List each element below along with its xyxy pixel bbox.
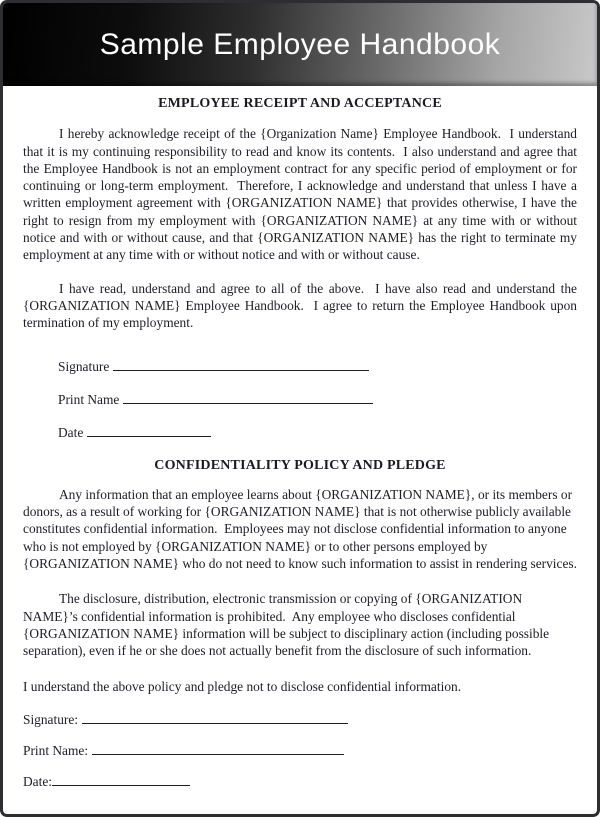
- print-name-label: Print Name:: [23, 742, 89, 758]
- document-title: Sample Employee Handbook: [99, 27, 501, 61]
- date-label: Date: [58, 424, 84, 440]
- print-name-line: [123, 391, 373, 404]
- receipt-paragraph-2: I have read, understand and agree to all of the above. I have also read and understand the {ORGANIZATION NAME} Employee Handbook. I agree to return the Employee Handbook upon termination of my employment.: [23, 280, 581, 331]
- signature-row: [58, 358, 577, 376]
- print-name-line: [92, 742, 344, 755]
- signature-line: [82, 711, 348, 724]
- section-confidentiality-policy: [23, 457, 577, 791]
- signature-label: Signature: [58, 358, 110, 374]
- print-name-row: [23, 742, 577, 760]
- date-row: [58, 424, 577, 442]
- date-label: Date:: [23, 773, 52, 789]
- print-name-label: Print Name: [58, 391, 120, 407]
- date-row: [23, 773, 577, 791]
- date-line: [52, 773, 190, 786]
- signature-row: [23, 711, 577, 729]
- date-line: [87, 424, 211, 437]
- signature-line: [113, 358, 369, 371]
- section-heading-confidentiality: CONFIDENTIALITY POLICY AND PLEDGE: [154, 457, 446, 473]
- print-name-row: [58, 391, 577, 409]
- document-banner: [3, 3, 597, 86]
- signature-label: Signature:: [23, 711, 79, 727]
- receipt-signature-block: [58, 358, 577, 442]
- document-body: [3, 86, 597, 791]
- pledge-statement: I understand the above policy and pledge not to disclose confidential information.: [23, 678, 462, 694]
- section-heading-receipt: EMPLOYEE RECEIPT AND ACCEPTANCE: [158, 96, 442, 111]
- section-employee-receipt-acceptance: [23, 95, 581, 442]
- confidentiality-paragraph-2: The disclosure, distribution, electronic transmission or copying of {ORGANIZATION NAME}’s confidential information is prohibited. Any employee who discloses confidential {ORGANIZATION NAME} information will be subject to disciplinary action (including possible separation), even if he or she does not actually benefit from the disclosure of such information.: [23, 591, 553, 659]
- receipt-paragraph-1: I hereby acknowledge receipt of the {Organization Name} Employee Handbook. I understand that it is my continuing responsibility to read and know its contents. I also understand and agree that the Employee Handbook is not an employment contract for any specific period of employment or for continuing or long-term employment. Therefore, I acknowledge and understand that unless I have a written employment agreement with {ORGANIZATION NAME} that provides otherwise, I have the right to resign from my employment with {ORGANIZATION NAME} at any time with or without notice and with or without cause, and that {ORGANIZATION NAME} has the right to terminate my employment at any time with or without notice and with or without cause.: [23, 126, 581, 263]
- confidentiality-paragraph-1: Any information that an employee learns about {ORGANIZATION NAME}, or its members or donors, as a result of working for {ORGANIZATION NAME} that is not otherwise publicly available constitutes confidential information. Employees may not disclose confidential information to anyone who is not employed by {ORGANIZATION NAME} or to other persons employed by {ORGANIZATION NAME} who do not need to know such information to assist in rendering services.: [23, 486, 577, 572]
- confidentiality-signature-block: [23, 711, 577, 791]
